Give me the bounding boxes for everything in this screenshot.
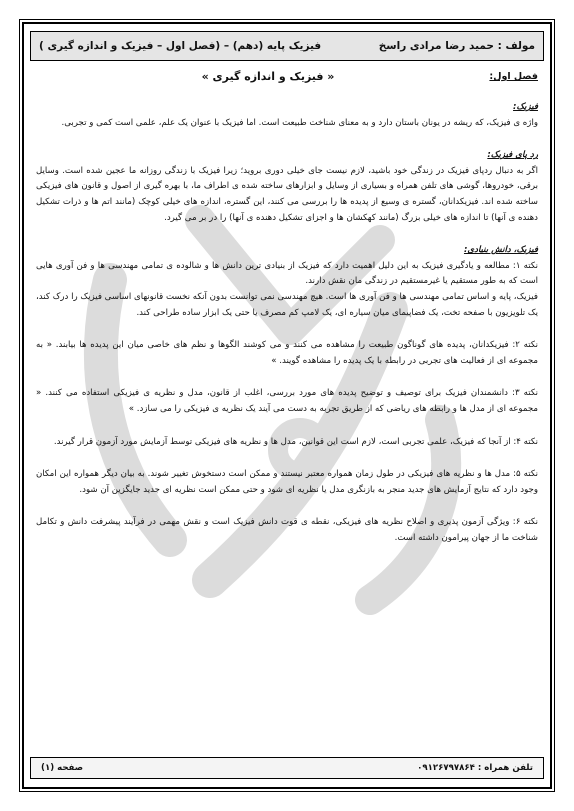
paragraph-basic: فیزیک، پایه و اساس تمامی مهندسی ها و فن آوری ها است. هیچ مهندسی نمی توانست بدون آنکه نخست قانونهای اساسی فیزیک را درک کند، یک تلویزیون با صفحه تخت، یک فضاپیمای میان سیاره ای، یک لامپ کم مصرف یا حتی یک ابزار ساده طراحی کند. (36, 291, 538, 318)
chapter-row (36, 66, 538, 88)
page-footer (30, 757, 544, 779)
section-heading-physics: فیزیک: (513, 102, 538, 112)
page-header (30, 31, 544, 61)
footer-phone: تلفن همراه : ۰۹۱۲۶۷۹۷۸۶۴ (417, 763, 533, 773)
paragraph-traces: اگر به دنبال ردپای فیزیک در زندگی خود باشید، لازم نیست جای خیلی دوری بروید؛ زیرا فیزیک با زندگی روزانه ما عجین شده است. وسایل برقی، خودروها، گوشی های تلفن همراه و بسیاری از وسایل و ابزارهای ساخته شده ی اطراف ما، با بهره گیری از اصول و قانون های فیزیکی ساخته شده اند. فیزیکدانان، گستره ی وسیع از پدیده ها را بررسی می کنند، این گستره، اندازه های خیلی کوچک (مانند اتم ها و ذرات تشکیل دهنده ی آنها) تا اندازه های خیلی بزرگ (مانند کهکشان ها و اجزای تشکیل دهنده ی آنها) را در بر می گیرد. (36, 165, 538, 223)
paragraph-physics: واژه ی فیزیک، که ریشه در یونان باستان دارد و به معنای شناخت طبیعت است. اما فیزیک با عنوان یک علم، علمی است کمی و تجربی. (61, 117, 538, 128)
note-6: نکته ۶: ویژگی آزمون پذیری و اصلاح نظریه های فیزیکی، نقطه ی قوت دانش فیزیک است و نقش مهمی در فرآیند پیشرفت دانش و تکامل شناخت ما از جهان پیرامون داشته است. (36, 517, 538, 543)
chapter-title: « فیزیک و اندازه گیری » (201, 70, 335, 84)
chapter-label: فصل اول: (489, 71, 538, 83)
header-title: فیزیک پایه (دهم) – (فصل اول – فیزیک و اندازه گیری ) (39, 40, 322, 52)
note-4: نکته ۴: از آنجا که فیزیک، علمی تجربی است، لازم است این قوانین، مدل ها و نظریه های فیزیکی توسط آزمایش مورد آزمون قرار گیرند. (53, 436, 538, 447)
section-heading-traces: رد پای فیزیک: (487, 150, 538, 161)
section-heading-basic: فیزیک، دانش بنیادی: (463, 245, 538, 256)
note-1: نکته ۱: مطالعه و یادگیری فیزیک به این دلیل اهمیت دارد که فیزیک از بنیادی ترین دانش ها و شالوده ی تمامی مهندسی ها و فن آوری هایی است که به طور مستقیم یا غیرمستقیم در زندگی مان نقش دارند. (36, 260, 538, 287)
header-author: مولف : حمید رضا مرادی راسخ (378, 40, 535, 52)
note-3: نکته ۳: دانشمندان فیزیک برای توصیف و توضیح پدیده های مورد بررسی، اغلب از قانون، مدل و نظریه ی فیزیکی استفاده می کنند. « مجموعه ای از مدل ها و رابطه های ریاضی که از طریق تجربه به دست می آیند یک نظریه ی فیزیکی را می سازد. » (36, 388, 538, 414)
note-5: نکته ۵: مدل ها و نظریه های فیزیکی در طول زمان همواره معتبر نیستند و ممکن است دستخوش تغییر شوند. به بیان دیگر همواره این امکان وجود دارد که نتایج آزمایش های جدید منجر به بازنگری مدل یا نظریه ای شود و حتی ممکن است نظریه ای جدید جایگزین آن شود. (36, 469, 538, 495)
content-body (36, 66, 538, 546)
footer-page-number: صفحه (۱) (41, 763, 84, 773)
note-2: نکته ۲: فیزیکدانان، پدیده های گوناگون طبیعت را مشاهده می کنند و می کوشند الگوها و نظم های خاصی میان این پدیده ها بیابند. « به مجموعه ای از فعالیت های تجربی در رابطه با یک پدیده را مشاهده گویند. » (36, 340, 538, 366)
